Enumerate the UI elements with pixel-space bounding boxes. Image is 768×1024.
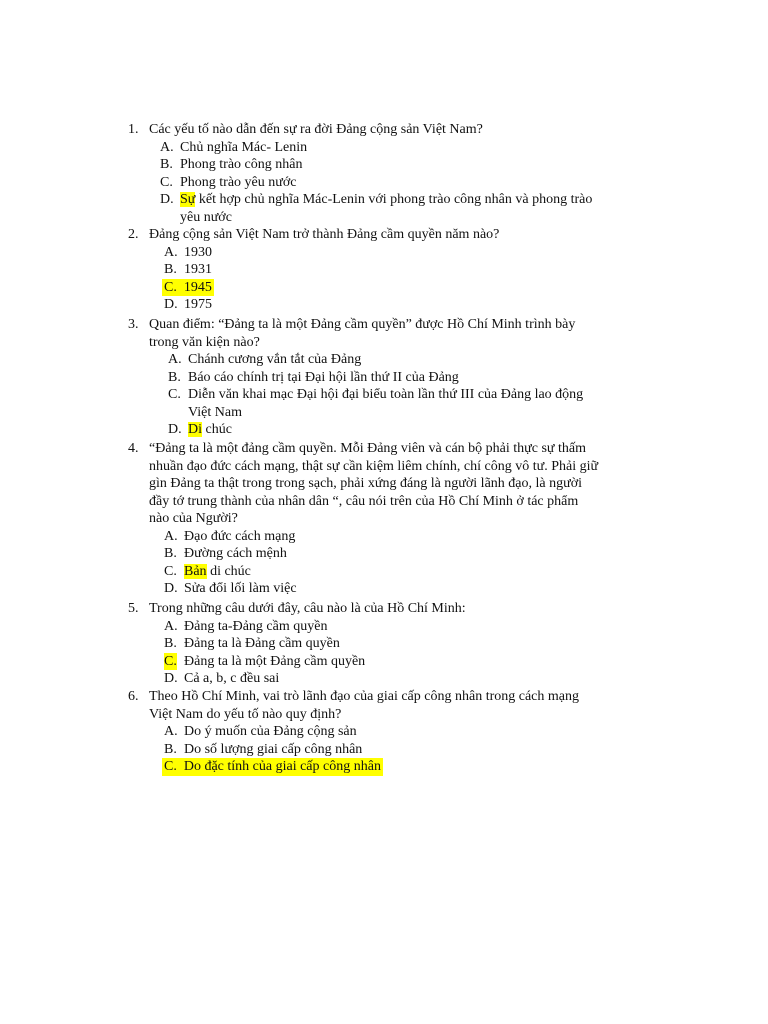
option-c-continued [0, 404, 768, 422]
answer-highlight [162, 279, 214, 297]
option-d [0, 191, 768, 209]
option-text-rest: chúc [202, 422, 232, 437]
option-text: Phong trào công nhân [180, 157, 303, 172]
option-text: Đảng ta là một Đảng cầm quyền [184, 653, 366, 669]
option-letter: C. [168, 387, 181, 402]
option-c [0, 279, 768, 297]
option-text: Diễn văn khai mạc Đại hội đại biểu toàn lần thứ III của Đảng lao động [188, 387, 584, 402]
option-letter: C. [164, 563, 177, 579]
option-a [0, 351, 768, 369]
option-letter: D. [164, 297, 178, 312]
option-d [0, 296, 768, 314]
option-text: Việt Nam [188, 404, 242, 420]
option-letter: A. [164, 724, 178, 739]
question-text: nhuần đạo đức cách mạng, thật sự cần kiệm liêm chính, chí công vô tư. Phải giữ [149, 458, 599, 474]
option-text-rest: kết hợp chủ nghĩa Mác-Lenin với phong trào công nhân và phong trào [195, 192, 593, 207]
option-a [0, 528, 768, 546]
question-3 [0, 316, 768, 439]
question-number: 3. [128, 317, 139, 332]
question-line [0, 706, 768, 724]
answer-highlight [162, 758, 383, 776]
option-letter: B. [164, 741, 177, 757]
question-line [0, 440, 768, 458]
option-text [188, 421, 232, 439]
option-letter: B. [168, 369, 181, 385]
question-line [0, 493, 768, 511]
question-number: 6. [128, 689, 139, 704]
question-line [0, 316, 768, 334]
question-line [0, 226, 768, 244]
option-letter: D. [164, 581, 178, 596]
option-text-rest: di chúc [206, 563, 251, 579]
option-text: Do đặc tính của giai cấp công nhân [183, 759, 381, 774]
option-c [0, 563, 768, 581]
option-text [180, 191, 592, 209]
option-c [0, 386, 768, 404]
question-number: 5. [128, 601, 139, 616]
answer-highlight: Sự [180, 192, 196, 207]
option-c [0, 758, 768, 776]
option-letter: B. [164, 546, 177, 561]
option-b [0, 741, 768, 759]
option-d-continued [0, 209, 768, 227]
question-line [0, 600, 768, 618]
option-letter: C. [164, 759, 177, 774]
option-c [0, 653, 768, 671]
option-text [184, 563, 251, 581]
question-text: gìn Đảng ta thật trong trong sạch, phải xứng đáng là người lãnh đạo, là người [149, 476, 582, 491]
question-line [0, 121, 768, 139]
question-line [0, 475, 768, 493]
question-4 [0, 440, 768, 598]
question-number: 1. [128, 122, 139, 137]
question-line [0, 334, 768, 352]
option-text: Đảng ta là Đảng cầm quyền [184, 636, 340, 651]
question-text: nào của Người? [149, 511, 238, 526]
option-letter: C. [160, 174, 173, 190]
option-text: Cả a, b, c đều sai [184, 671, 280, 686]
option-letter: A. [164, 528, 178, 544]
question-number: 2. [128, 227, 139, 242]
option-letter: D. [168, 422, 182, 437]
answer-highlight: Bản [184, 563, 207, 579]
option-text: 1931 [184, 262, 212, 277]
option-text: Chủ nghĩa Mác- Lenin [180, 139, 308, 155]
question-number: 4. [128, 441, 139, 456]
option-text: 1930 [184, 244, 212, 260]
question-5 [0, 600, 768, 688]
question-text: Theo Hồ Chí Minh, vai trò lãnh đạo của giai cấp công nhân trong cách mạng [149, 689, 579, 704]
question-text: Việt Nam do yếu tố nào quy định? [149, 706, 342, 722]
option-text: Sửa đổi lối làm việc [184, 581, 297, 596]
option-text: 1945 [183, 279, 212, 295]
option-letter: B. [160, 157, 173, 172]
option-b [0, 261, 768, 279]
option-text: Báo cáo chính trị tại Đại hội lần thứ II của Đảng [188, 369, 459, 385]
option-letter: A. [164, 618, 178, 634]
option-letter: B. [164, 636, 177, 651]
option-letter: A. [160, 139, 174, 155]
option-letter: A. [164, 244, 178, 260]
option-b [0, 156, 768, 174]
question-line [0, 458, 768, 476]
question-text: trong văn kiện nào? [149, 334, 260, 350]
option-d [0, 670, 768, 688]
option-text: Chánh cương vắn tắt của Đảng [188, 352, 362, 367]
option-text: yêu nước [180, 209, 232, 225]
option-letter: C. [164, 653, 177, 669]
option-d [0, 421, 768, 439]
question-text: Đảng cộng sản Việt Nam trở thành Đảng cầm quyền năm nào? [149, 227, 500, 242]
question-text: Trong những câu dưới đây, câu nào là của Hồ Chí Minh: [149, 601, 466, 616]
option-text: Đảng ta-Đảng cầm quyền [184, 618, 328, 634]
option-letter: B. [164, 262, 177, 277]
option-a [0, 139, 768, 157]
question-1 [0, 121, 768, 226]
option-d [0, 580, 768, 598]
option-text: Đạo đức cách mạng [184, 528, 296, 544]
question-text: Quan điểm: “Đảng ta là một Đảng cầm quyền” được Hồ Chí Minh trình bày [149, 317, 576, 332]
option-text: Phong trào yêu nước [180, 174, 297, 190]
option-a [0, 244, 768, 262]
option-text: Đường cách mệnh [184, 546, 287, 561]
question-line [0, 688, 768, 706]
option-letter: A. [168, 352, 182, 367]
option-text: 1975 [184, 297, 212, 312]
answer-highlight: Di [188, 422, 202, 437]
option-b [0, 369, 768, 387]
question-text: “Đảng ta là một đảng cầm quyền. Mỗi Đảng viên và cán bộ phải thực sự thấm [149, 441, 587, 456]
option-letter: C. [164, 279, 177, 295]
option-a [0, 723, 768, 741]
option-c [0, 174, 768, 192]
option-b [0, 545, 768, 563]
option-text: Do số lượng giai cấp công nhân [184, 741, 363, 757]
question-2 [0, 226, 768, 314]
option-letter: D. [164, 671, 178, 686]
question-line [0, 510, 768, 528]
question-text: đầy tớ trung thành của nhân dân “, câu nói trên của Hồ Chí Minh ở tác phẩm [149, 493, 579, 509]
question-text: Các yếu tố nào dẫn đến sự ra đời Đảng cộng sản Việt Nam? [149, 122, 483, 137]
option-text: Do ý muốn của Đảng cộng sản [184, 724, 357, 739]
option-a [0, 618, 768, 636]
option-b [0, 635, 768, 653]
question-6 [0, 688, 768, 776]
option-letter: D. [160, 192, 174, 207]
